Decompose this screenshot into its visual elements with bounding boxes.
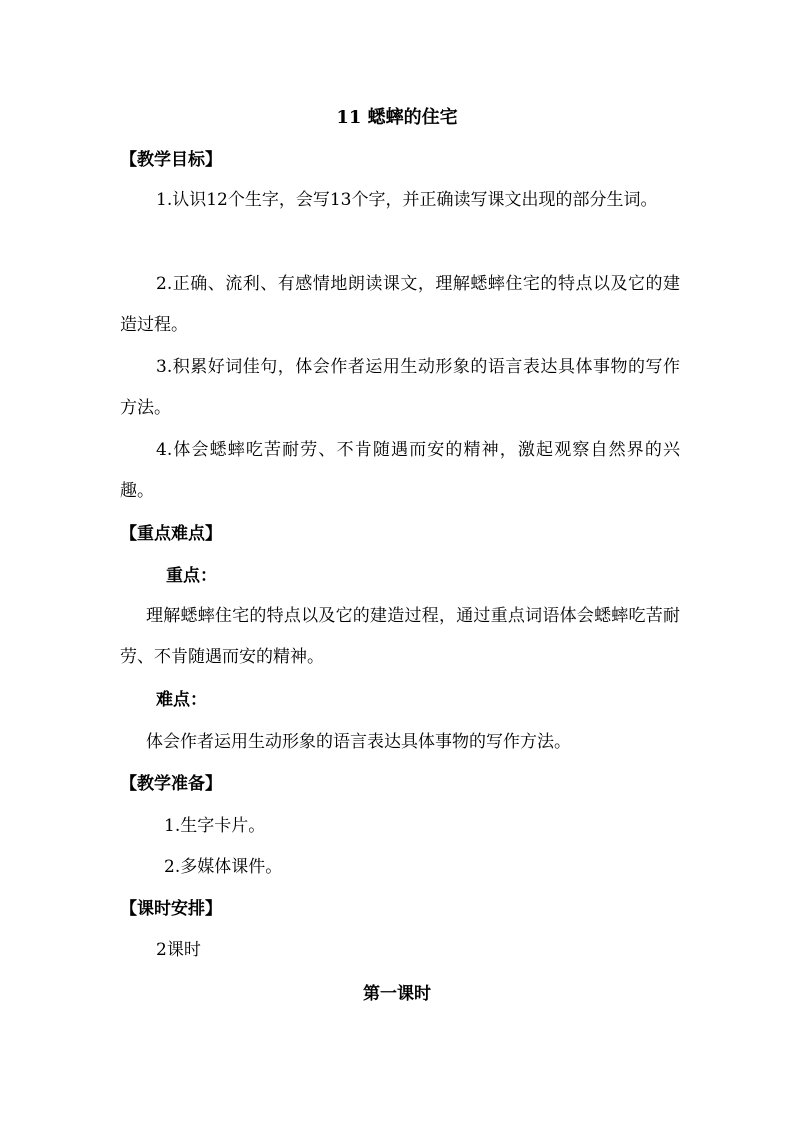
objective-item-2: 2.正确、流利、有感情地朗读课文，理解蟋蟀住宅的特点以及它的建造过程。: [120, 274, 680, 335]
preparation-item-1: 1.生字卡片。: [164, 816, 266, 836]
key-point-label: 重点：: [166, 566, 217, 586]
section-heading-preparation: 【教学准备】: [120, 774, 222, 794]
difficult-point-text: 体会作者运用生动形象的语言表达具体事物的写作方法。: [146, 732, 571, 752]
key-point-text: 理解蟋蟀住宅的特点以及它的建造过程，通过重点词语体会蟋蟀吃苦耐劳、不肯随遇而安的精神。: [120, 606, 680, 667]
document-title: 11 蟋蟀的住宅: [336, 107, 458, 128]
preparation-item-2: 2.多媒体课件。: [164, 857, 283, 877]
section-heading-key-points: 【重点难点】: [120, 524, 222, 544]
section-heading-schedule: 【课时安排】: [120, 899, 222, 919]
lesson-heading: 第一课时: [363, 984, 431, 1004]
objective-item-4: 4.体会蟋蟀吃苦耐劳、不肯随遇而安的精神，激起观察自然界的兴趣。: [120, 440, 680, 501]
objective-item-1: 1.认识12个生字，会写13个字，并正确读写课文出现的部分生词。: [156, 190, 658, 210]
section-heading-objectives: 【教学目标】: [120, 150, 222, 170]
objective-item-3: 3.积累好词佳句，体会作者运用生动形象的语言表达具体事物的写作方法。: [120, 357, 680, 418]
schedule-text: 2课时: [156, 940, 201, 960]
difficult-point-label: 难点：: [156, 690, 207, 710]
